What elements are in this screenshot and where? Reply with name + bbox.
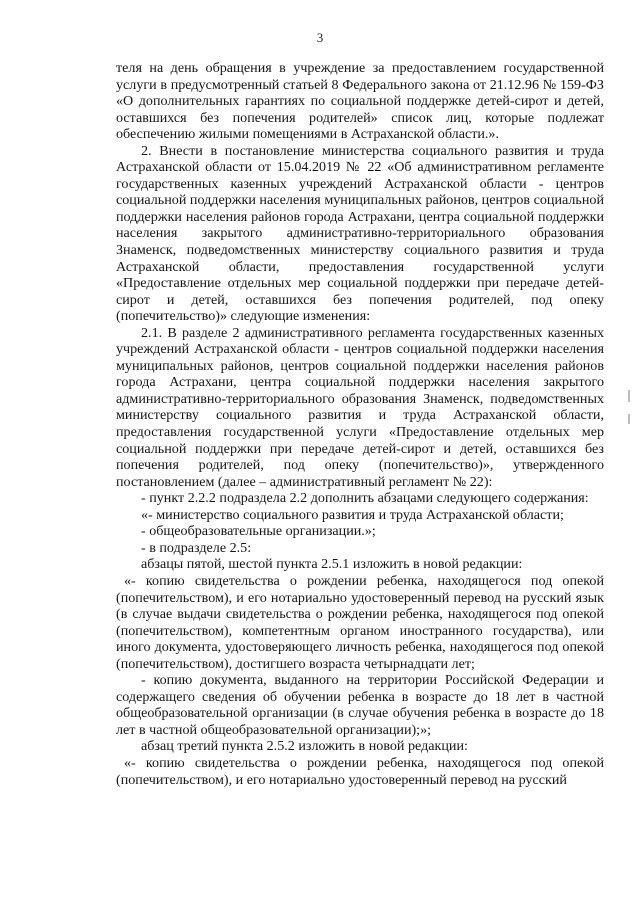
scan-mark [628,414,630,424]
paragraph-education-document: - копию документа, выданного на территории Российской Федерации и содержащего сведения об обучении ребенка в возрасте до 18 лет в частной общеобразовательной организации (в случае обучения ребенка в возрасте до 18 лет в частной общеобразовательной организации);»; [116,672,604,738]
paragraph-continuation: теля на день обращения в учреждение за предоставлением государственной услуги в предусмотренный статьей 8 Федерального закона от 21.12.96 № 159-ФЗ «О дополнительных гарантиях по социальной поддержке детей-сирот и детей, оставшихся без попечения родителей» список лиц, которые подлежат обеспечению жилыми помещениями в Астраханской области.». [116,60,604,143]
paragraph-point-2-5-2: абзац третий пункта 2.5.2 изложить в новой редакции: [141,738,468,755]
paragraph-point-2-5-1: абзацы пятой, шестой пункта 2.5.1 изложить в новой редакции: [141,556,523,573]
paragraph-birth-certificate-2: «- копию свидетельства о рождении ребенка, находящегося под опекой (попечительством), и его нотариально удостоверенный перевод на русский [116,754,604,788]
paragraph-item-2-1: 2.1. В разделе 2 административного регламента государственных казенных учреждений Астраханской области - центров социальной поддержки населения муниципальных районов, центров социальной поддержки населения районов города Астрахани, центра социальной поддержки населения закрытого административно-территориального образования Знаменск, подведомственных министерству социального развития и труда Астраханской области, предоставления государственной услуги «Предоставление отдельных мер социальной поддержки при передаче детей-сирот и детей, оставшихся без попечения родителей, под опеку (попечительство)», утвержденного постановлением (далее – административный регламент № 22): [116,324,604,490]
paragraph-point-2-2-2: - пункт 2.2.2 подраздела 2.2 дополнить абзацами следующего содержания: [141,490,589,507]
paragraph-organizations: - общеобразовательные организации.»; [141,523,376,540]
paragraph-subsection-2-5: - в подразделе 2.5: [141,539,252,556]
paragraph-ministry: «- министерство социального развития и труда Астраханской области; [141,506,564,523]
document-body [116,60,604,788]
page-number: 3 [316,30,324,45]
paragraph-item-2: 2. Внести в постановление министерства социального развития и труда Астраханской области от 15.04.2019 № 22 «Об административном регламенте государственных казенных учреждений Астраханской области - центров социальной поддержки населения муниципальных районов, центров социальной поддержки населения районов города Астрахани, центра социальной поддержки населения закрытого административно-территориального образования Знаменск, подведомственных министерству социального развития и труда Астраханской области, предоставления государственной услуги «Предоставление отдельных мер социальной поддержки при передаче детей-сирот и детей, оставшихся без попечения родителей, под опеку (попечительство)» следующие изменения: [116,142,604,325]
scan-mark [628,390,630,402]
paragraph-birth-certificate: «- копию свидетельства о рождении ребенка, находящегося под опекой (попечительством), и его нотариально удостоверенный перевод на русский язык (в случае выдачи свидетельства о рождении ребенка, находящегося под опекой (попечительством), компетентным органом иностранного государства), или иного документа, удостоверяющего личность ребенка, находящегося под опекой (попечительством), достигшего возраста четырнадцати лет; [116,572,604,672]
